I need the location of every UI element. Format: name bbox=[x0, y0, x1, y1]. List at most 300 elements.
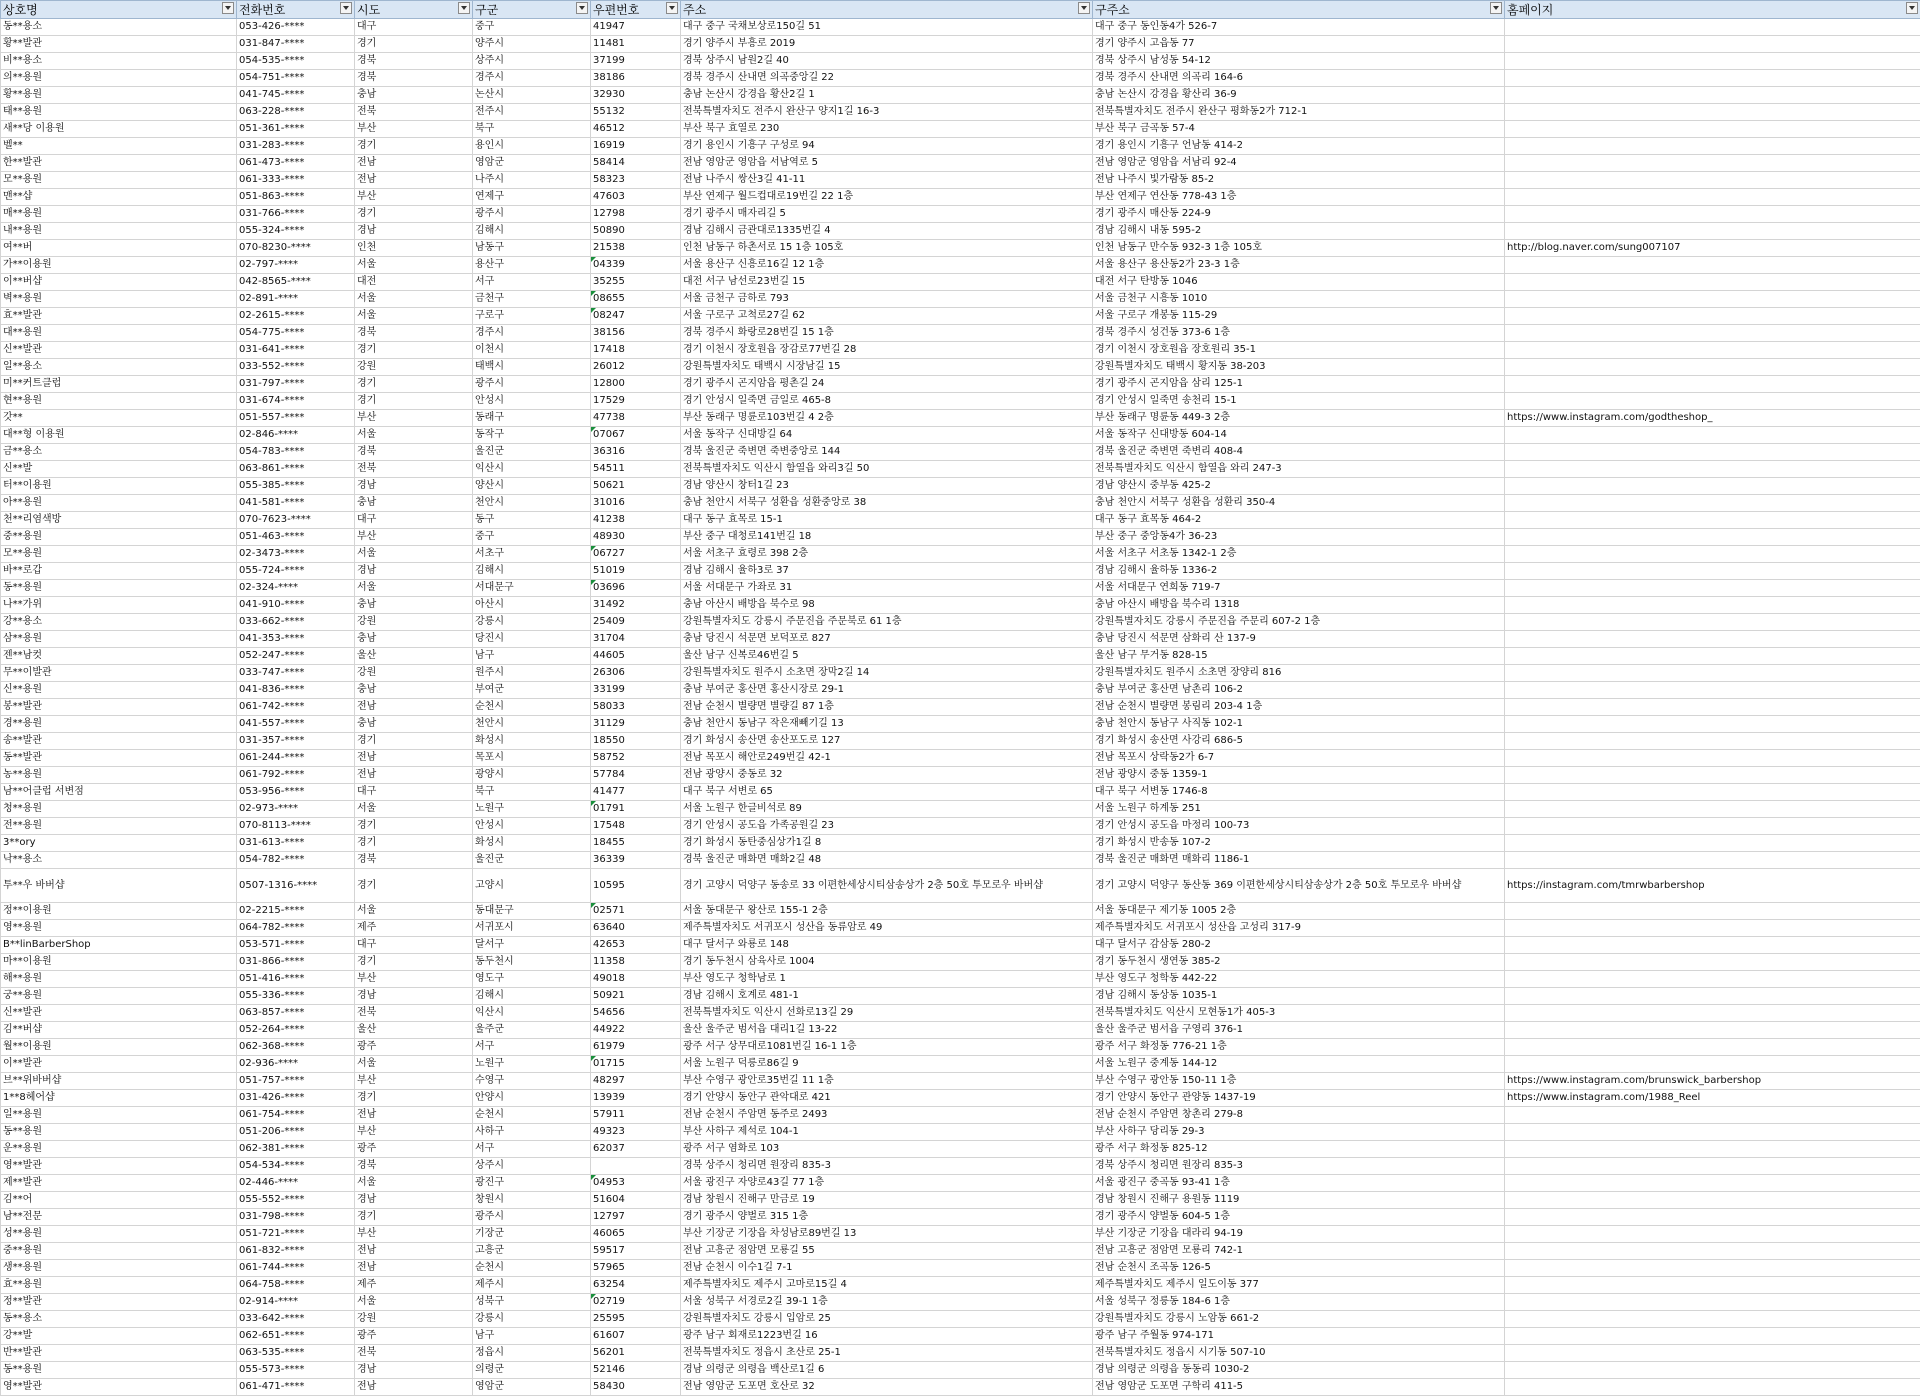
cell-homepage[interactable] bbox=[1505, 189, 1920, 206]
cell-old-address[interactable]: 서울 서초구 서초동 1342-1 2층 bbox=[1093, 546, 1505, 563]
cell-phone[interactable]: 041-910-**** bbox=[237, 597, 355, 614]
cell-business-name[interactable]: 갓** bbox=[1, 410, 237, 427]
cell-postal-code[interactable]: 08655 bbox=[591, 291, 681, 308]
cell-address[interactable]: 서울 금천구 금하로 793 bbox=[681, 291, 1093, 308]
cell-address[interactable]: 부산 중구 대청로141번길 18 bbox=[681, 529, 1093, 546]
cell-business-name[interactable]: 동**발관 bbox=[1, 750, 237, 767]
cell-homepage[interactable] bbox=[1505, 699, 1920, 716]
cell-province[interactable]: 광주 bbox=[355, 1039, 473, 1056]
cell-old-address[interactable]: 전남 나주시 빛가람동 85-2 bbox=[1093, 172, 1505, 189]
cell-homepage[interactable] bbox=[1505, 1056, 1920, 1073]
cell-homepage[interactable] bbox=[1505, 767, 1920, 784]
cell-phone[interactable]: 02-446-**** bbox=[237, 1175, 355, 1192]
cell-phone[interactable]: 033-552-**** bbox=[237, 359, 355, 376]
cell-phone[interactable]: 033-662-**** bbox=[237, 614, 355, 631]
cell-district[interactable]: 서대문구 bbox=[473, 580, 591, 597]
cell-address[interactable]: 서울 서대문구 가좌로 31 bbox=[681, 580, 1093, 597]
cell-business-name[interactable]: 궁**용원 bbox=[1, 988, 237, 1005]
cell-old-address[interactable]: 서울 구로구 개봉동 115-29 bbox=[1093, 308, 1505, 325]
cell-phone[interactable]: 042-8565-**** bbox=[237, 274, 355, 291]
cell-postal-code[interactable]: 17548 bbox=[591, 818, 681, 835]
cell-postal-code[interactable]: 44605 bbox=[591, 648, 681, 665]
cell-province[interactable]: 서울 bbox=[355, 257, 473, 274]
cell-province[interactable]: 경기 bbox=[355, 835, 473, 852]
cell-district[interactable]: 서구 bbox=[473, 1141, 591, 1158]
cell-postal-code[interactable]: 31016 bbox=[591, 495, 681, 512]
cell-old-address[interactable]: 경북 경주시 성건동 373-6 1층 bbox=[1093, 325, 1505, 342]
cell-postal-code[interactable]: 12797 bbox=[591, 1209, 681, 1226]
cell-address[interactable]: 강원특별자치도 원주시 소초면 장막2길 14 bbox=[681, 665, 1093, 682]
cell-address[interactable]: 부산 사하구 제석로 104-1 bbox=[681, 1124, 1093, 1141]
cell-old-address[interactable]: 전남 목포시 상락동2가 6-7 bbox=[1093, 750, 1505, 767]
cell-address[interactable]: 전북특별자치도 전주시 완산구 양지1길 16-3 bbox=[681, 104, 1093, 121]
cell-business-name[interactable]: 청**용원 bbox=[1, 801, 237, 818]
cell-old-address[interactable]: 부산 연제구 연산동 778-43 1층 bbox=[1093, 189, 1505, 206]
cell-postal-code[interactable]: 58323 bbox=[591, 172, 681, 189]
cell-old-address[interactable]: 대구 달서구 감삼동 280-2 bbox=[1093, 937, 1505, 954]
cell-district[interactable]: 영도구 bbox=[473, 971, 591, 988]
cell-district[interactable]: 동래구 bbox=[473, 410, 591, 427]
cell-district[interactable]: 서초구 bbox=[473, 546, 591, 563]
cell-homepage[interactable] bbox=[1505, 155, 1920, 172]
cell-province[interactable]: 전북 bbox=[355, 104, 473, 121]
cell-province[interactable]: 경기 bbox=[355, 1209, 473, 1226]
cell-postal-code[interactable]: 26012 bbox=[591, 359, 681, 376]
cell-homepage[interactable] bbox=[1505, 512, 1920, 529]
cell-province[interactable]: 서울 bbox=[355, 308, 473, 325]
cell-business-name[interactable]: 생**용원 bbox=[1, 1260, 237, 1277]
cell-phone[interactable]: 02-936-**** bbox=[237, 1056, 355, 1073]
cell-business-name[interactable]: 일**용소 bbox=[1, 359, 237, 376]
cell-district[interactable]: 달서구 bbox=[473, 937, 591, 954]
cell-homepage[interactable] bbox=[1505, 19, 1920, 36]
cell-homepage[interactable] bbox=[1505, 376, 1920, 393]
cell-old-address[interactable]: 대전 서구 탄방동 1046 bbox=[1093, 274, 1505, 291]
cell-postal-code[interactable]: 54511 bbox=[591, 461, 681, 478]
cell-old-address[interactable]: 충남 아산시 배방읍 북수리 1318 bbox=[1093, 597, 1505, 614]
cell-phone[interactable]: 063-857-**** bbox=[237, 1005, 355, 1022]
cell-district[interactable]: 북구 bbox=[473, 121, 591, 138]
cell-postal-code[interactable]: 46065 bbox=[591, 1226, 681, 1243]
cell-old-address[interactable]: 전남 고흥군 점암면 모룡리 742-1 bbox=[1093, 1243, 1505, 1260]
cell-business-name[interactable]: 내**용원 bbox=[1, 223, 237, 240]
cell-district[interactable]: 화성시 bbox=[473, 835, 591, 852]
cell-postal-code[interactable]: 48930 bbox=[591, 529, 681, 546]
cell-old-address[interactable]: 충남 부여군 홍산면 남촌리 106-2 bbox=[1093, 682, 1505, 699]
cell-province[interactable]: 경북 bbox=[355, 444, 473, 461]
cell-address[interactable]: 경기 광주시 양벌로 315 1층 bbox=[681, 1209, 1093, 1226]
cell-province[interactable]: 경남 bbox=[355, 988, 473, 1005]
cell-address[interactable]: 서울 광진구 자양로43길 77 1층 bbox=[681, 1175, 1093, 1192]
cell-phone[interactable]: 064-758-**** bbox=[237, 1277, 355, 1294]
cell-old-address[interactable]: 경기 광주시 곤지암읍 삼리 125-1 bbox=[1093, 376, 1505, 393]
cell-phone[interactable]: 055-324-**** bbox=[237, 223, 355, 240]
cell-phone[interactable]: 053-571-**** bbox=[237, 937, 355, 954]
cell-phone[interactable]: 031-283-**** bbox=[237, 138, 355, 155]
cell-phone[interactable]: 061-471-**** bbox=[237, 1379, 355, 1396]
cell-homepage[interactable] bbox=[1505, 1379, 1920, 1396]
cell-business-name[interactable]: 젠**남컷 bbox=[1, 648, 237, 665]
cell-old-address[interactable]: 경기 이천시 장호원읍 장호원리 35-1 bbox=[1093, 342, 1505, 359]
filter-dropdown-icon[interactable] bbox=[666, 2, 678, 14]
cell-postal-code[interactable]: 01715 bbox=[591, 1056, 681, 1073]
cell-postal-code[interactable]: 41477 bbox=[591, 784, 681, 801]
cell-district[interactable]: 정읍시 bbox=[473, 1345, 591, 1362]
cell-address[interactable]: 경북 상주시 청리면 원장리 835-3 bbox=[681, 1158, 1093, 1175]
cell-phone[interactable]: 055-724-**** bbox=[237, 563, 355, 580]
cell-province[interactable]: 경기 bbox=[355, 342, 473, 359]
cell-district[interactable]: 제주시 bbox=[473, 1277, 591, 1294]
cell-homepage[interactable] bbox=[1505, 495, 1920, 512]
cell-phone[interactable]: 055-336-**** bbox=[237, 988, 355, 1005]
cell-postal-code[interactable]: 55132 bbox=[591, 104, 681, 121]
cell-postal-code[interactable]: 57965 bbox=[591, 1260, 681, 1277]
cell-business-name[interactable]: 중**용원 bbox=[1, 1243, 237, 1260]
cell-postal-code[interactable]: 35255 bbox=[591, 274, 681, 291]
cell-district[interactable]: 안성시 bbox=[473, 393, 591, 410]
cell-address[interactable]: 강원특별자치도 태백시 시장남길 15 bbox=[681, 359, 1093, 376]
cell-province[interactable]: 울산 bbox=[355, 1022, 473, 1039]
cell-phone[interactable]: 061-832-**** bbox=[237, 1243, 355, 1260]
cell-district[interactable]: 나주시 bbox=[473, 172, 591, 189]
cell-province[interactable]: 전남 bbox=[355, 699, 473, 716]
cell-homepage[interactable] bbox=[1505, 70, 1920, 87]
cell-phone[interactable]: 041-353-**** bbox=[237, 631, 355, 648]
cell-province[interactable]: 경남 bbox=[355, 1192, 473, 1209]
cell-address[interactable]: 경기 안성시 일죽면 금일로 465-8 bbox=[681, 393, 1093, 410]
cell-business-name[interactable]: 영**용원 bbox=[1, 920, 237, 937]
cell-phone[interactable]: 02-324-**** bbox=[237, 580, 355, 597]
cell-phone[interactable]: 02-914-**** bbox=[237, 1294, 355, 1311]
cell-old-address[interactable]: 전북특별자치도 정읍시 시기동 507-10 bbox=[1093, 1345, 1505, 1362]
cell-old-address[interactable]: 전남 순천시 조곡동 126-5 bbox=[1093, 1260, 1505, 1277]
cell-address[interactable]: 광주 서구 염화로 103 bbox=[681, 1141, 1093, 1158]
cell-address[interactable]: 광주 남구 회재로1223번길 16 bbox=[681, 1328, 1093, 1345]
cell-address[interactable]: 전남 고흥군 점암면 모룡길 55 bbox=[681, 1243, 1093, 1260]
cell-district[interactable]: 광주시 bbox=[473, 1209, 591, 1226]
cell-business-name[interactable]: 제**발관 bbox=[1, 1175, 237, 1192]
cell-postal-code[interactable]: 25595 bbox=[591, 1311, 681, 1328]
cell-district[interactable]: 천안시 bbox=[473, 495, 591, 512]
cell-district[interactable]: 영암군 bbox=[473, 155, 591, 172]
cell-address[interactable]: 전북특별자치도 정읍시 초산로 25-1 bbox=[681, 1345, 1093, 1362]
cell-business-name[interactable]: 새**당 이용원 bbox=[1, 121, 237, 138]
cell-district[interactable]: 논산시 bbox=[473, 87, 591, 104]
cell-province[interactable]: 전북 bbox=[355, 461, 473, 478]
cell-business-name[interactable]: 동**용소 bbox=[1, 1311, 237, 1328]
cell-district[interactable]: 남동구 bbox=[473, 240, 591, 257]
cell-address[interactable]: 충남 부여군 홍산면 홍산시장로 29-1 bbox=[681, 682, 1093, 699]
cell-postal-code[interactable]: 49323 bbox=[591, 1124, 681, 1141]
cell-address[interactable]: 경남 양산시 창터1길 23 bbox=[681, 478, 1093, 495]
cell-business-name[interactable]: 월**이용원 bbox=[1, 1039, 237, 1056]
cell-province[interactable]: 경기 bbox=[355, 376, 473, 393]
cell-district[interactable]: 북구 bbox=[473, 784, 591, 801]
cell-old-address[interactable]: 서울 서대문구 연희동 719-7 bbox=[1093, 580, 1505, 597]
cell-phone[interactable]: 051-206-**** bbox=[237, 1124, 355, 1141]
cell-phone[interactable]: 061-754-**** bbox=[237, 1107, 355, 1124]
cell-address[interactable]: 제주특별자치도 서귀포시 성산읍 동류암로 49 bbox=[681, 920, 1093, 937]
cell-old-address[interactable]: 충남 천안시 동남구 사직동 102-1 bbox=[1093, 716, 1505, 733]
cell-business-name[interactable]: 김**버샵 bbox=[1, 1022, 237, 1039]
cell-phone[interactable]: 031-674-**** bbox=[237, 393, 355, 410]
cell-province[interactable]: 인천 bbox=[355, 240, 473, 257]
cell-business-name[interactable]: 나**가위 bbox=[1, 597, 237, 614]
cell-postal-code[interactable]: 50921 bbox=[591, 988, 681, 1005]
cell-homepage[interactable] bbox=[1505, 631, 1920, 648]
cell-business-name[interactable]: 남**전문 bbox=[1, 1209, 237, 1226]
cell-homepage[interactable] bbox=[1505, 682, 1920, 699]
cell-old-address[interactable]: 부산 사하구 당리동 29-3 bbox=[1093, 1124, 1505, 1141]
cell-old-address[interactable]: 경기 양주시 고읍동 77 bbox=[1093, 36, 1505, 53]
cell-old-address[interactable]: 경북 상주시 청리면 원장리 835-3 bbox=[1093, 1158, 1505, 1175]
cell-business-name[interactable]: 정**이용원 bbox=[1, 903, 237, 920]
cell-homepage[interactable] bbox=[1505, 53, 1920, 70]
cell-old-address[interactable]: 서울 금천구 시흥동 1010 bbox=[1093, 291, 1505, 308]
cell-address[interactable]: 충남 아산시 배방읍 북수로 98 bbox=[681, 597, 1093, 614]
cell-phone[interactable]: 061-744-**** bbox=[237, 1260, 355, 1277]
cell-district[interactable]: 광진구 bbox=[473, 1175, 591, 1192]
cell-homepage[interactable] bbox=[1505, 461, 1920, 478]
column-header-province[interactable]: 시도 bbox=[355, 1, 473, 19]
cell-province[interactable]: 경남 bbox=[355, 563, 473, 580]
cell-province[interactable]: 전남 bbox=[355, 1260, 473, 1277]
cell-district[interactable]: 창원시 bbox=[473, 1192, 591, 1209]
cell-district[interactable]: 순천시 bbox=[473, 1107, 591, 1124]
cell-business-name[interactable]: 금**용소 bbox=[1, 444, 237, 461]
cell-homepage[interactable]: https://www.instagram.com/1988_Reel bbox=[1505, 1090, 1920, 1107]
cell-province[interactable]: 서울 bbox=[355, 1175, 473, 1192]
cell-postal-code[interactable]: 46512 bbox=[591, 121, 681, 138]
cell-old-address[interactable]: 대구 중구 동인동4가 526-7 bbox=[1093, 19, 1505, 36]
cell-business-name[interactable]: 동**용원 bbox=[1, 580, 237, 597]
cell-address[interactable]: 경남 창원시 진해구 만금로 19 bbox=[681, 1192, 1093, 1209]
cell-phone[interactable]: 031-641-**** bbox=[237, 342, 355, 359]
cell-address[interactable]: 경기 이천시 장호원읍 장감로77번길 28 bbox=[681, 342, 1093, 359]
cell-province[interactable]: 경북 bbox=[355, 852, 473, 869]
cell-homepage[interactable] bbox=[1505, 104, 1920, 121]
cell-old-address[interactable]: 광주 남구 주월동 974-171 bbox=[1093, 1328, 1505, 1345]
cell-province[interactable]: 충남 bbox=[355, 716, 473, 733]
cell-district[interactable]: 상주시 bbox=[473, 53, 591, 70]
cell-old-address[interactable]: 부산 기장군 기장읍 대라리 94-19 bbox=[1093, 1226, 1505, 1243]
cell-phone[interactable]: 061-792-**** bbox=[237, 767, 355, 784]
cell-postal-code[interactable]: 44922 bbox=[591, 1022, 681, 1039]
cell-old-address[interactable]: 경남 양산시 중부동 425-2 bbox=[1093, 478, 1505, 495]
cell-postal-code[interactable]: 41238 bbox=[591, 512, 681, 529]
cell-old-address[interactable]: 충남 당진시 석문면 삼화리 산 137-9 bbox=[1093, 631, 1505, 648]
cell-phone[interactable]: 0507-1316-**** bbox=[237, 869, 355, 903]
cell-homepage[interactable] bbox=[1505, 36, 1920, 53]
cell-business-name[interactable]: 남**어클럽 서변점 bbox=[1, 784, 237, 801]
cell-phone[interactable]: 031-613-**** bbox=[237, 835, 355, 852]
cell-district[interactable]: 광주시 bbox=[473, 206, 591, 223]
cell-old-address[interactable]: 경남 김해시 율하동 1336-2 bbox=[1093, 563, 1505, 580]
cell-phone[interactable]: 054-751-**** bbox=[237, 70, 355, 87]
cell-old-address[interactable]: 서울 성북구 정릉동 184-6 1층 bbox=[1093, 1294, 1505, 1311]
cell-business-name[interactable]: 모**용원 bbox=[1, 172, 237, 189]
cell-province[interactable]: 부산 bbox=[355, 410, 473, 427]
cell-homepage[interactable] bbox=[1505, 733, 1920, 750]
cell-phone[interactable]: 055-573-**** bbox=[237, 1362, 355, 1379]
cell-postal-code[interactable]: 18550 bbox=[591, 733, 681, 750]
cell-province[interactable]: 전남 bbox=[355, 172, 473, 189]
filter-dropdown-icon[interactable] bbox=[340, 2, 352, 14]
cell-homepage[interactable] bbox=[1505, 1107, 1920, 1124]
cell-district[interactable]: 광주시 bbox=[473, 376, 591, 393]
cell-business-name[interactable]: 중**용원 bbox=[1, 529, 237, 546]
cell-address[interactable]: 경기 고양시 덕양구 동송로 33 이편한세상시티삼송상가 2층 50호 투모로우 바버샵 bbox=[681, 869, 1093, 903]
cell-postal-code[interactable]: 02571 bbox=[591, 903, 681, 920]
cell-business-name[interactable]: 영**발관 bbox=[1, 1379, 237, 1396]
cell-business-name[interactable]: 동**용원 bbox=[1, 1124, 237, 1141]
cell-homepage[interactable] bbox=[1505, 359, 1920, 376]
column-header-homepage[interactable]: 홈페이지 bbox=[1505, 1, 1920, 19]
cell-business-name[interactable]: 신**발관 bbox=[1, 1005, 237, 1022]
cell-address[interactable]: 부산 연제구 월드컵대로19번길 22 1층 bbox=[681, 189, 1093, 206]
cell-district[interactable]: 울진군 bbox=[473, 852, 591, 869]
cell-old-address[interactable]: 서울 노원구 중계동 144-12 bbox=[1093, 1056, 1505, 1073]
cell-province[interactable]: 충남 bbox=[355, 597, 473, 614]
cell-postal-code[interactable]: 08247 bbox=[591, 308, 681, 325]
cell-homepage[interactable] bbox=[1505, 937, 1920, 954]
cell-homepage[interactable] bbox=[1505, 954, 1920, 971]
cell-address[interactable]: 전북특별자치도 익산시 함열읍 와리3길 50 bbox=[681, 461, 1093, 478]
cell-old-address[interactable]: 경남 김해시 동상동 1035-1 bbox=[1093, 988, 1505, 1005]
cell-province[interactable]: 충남 bbox=[355, 682, 473, 699]
filter-dropdown-icon[interactable] bbox=[1906, 2, 1918, 14]
cell-phone[interactable]: 051-463-**** bbox=[237, 529, 355, 546]
cell-postal-code[interactable]: 42653 bbox=[591, 937, 681, 954]
cell-address[interactable]: 경북 울진군 매화면 매화2길 48 bbox=[681, 852, 1093, 869]
cell-business-name[interactable]: 동**용소 bbox=[1, 19, 237, 36]
cell-homepage[interactable] bbox=[1505, 750, 1920, 767]
cell-address[interactable]: 광주 서구 상무대로1081번길 16-1 1층 bbox=[681, 1039, 1093, 1056]
cell-district[interactable]: 고흥군 bbox=[473, 1243, 591, 1260]
cell-old-address[interactable]: 전남 영암군 도포면 구학리 411-5 bbox=[1093, 1379, 1505, 1396]
cell-homepage[interactable] bbox=[1505, 1039, 1920, 1056]
cell-province[interactable]: 광주 bbox=[355, 1328, 473, 1345]
cell-district[interactable]: 연제구 bbox=[473, 189, 591, 206]
cell-province[interactable]: 전남 bbox=[355, 1107, 473, 1124]
cell-homepage[interactable] bbox=[1505, 444, 1920, 461]
cell-phone[interactable]: 061-244-**** bbox=[237, 750, 355, 767]
cell-homepage[interactable] bbox=[1505, 393, 1920, 410]
cell-address[interactable]: 경북 울진군 죽변면 죽변중앙로 144 bbox=[681, 444, 1093, 461]
cell-business-name[interactable]: 낙**용소 bbox=[1, 852, 237, 869]
cell-old-address[interactable]: 부산 북구 금곡동 57-4 bbox=[1093, 121, 1505, 138]
cell-district[interactable]: 부여군 bbox=[473, 682, 591, 699]
cell-district[interactable]: 서구 bbox=[473, 1039, 591, 1056]
cell-postal-code[interactable]: 26306 bbox=[591, 665, 681, 682]
cell-address[interactable]: 경남 김해시 호계로 481-1 bbox=[681, 988, 1093, 1005]
cell-business-name[interactable]: 강**용소 bbox=[1, 614, 237, 631]
cell-business-name[interactable]: 벨** bbox=[1, 138, 237, 155]
cell-district[interactable]: 노원구 bbox=[473, 1056, 591, 1073]
cell-district[interactable]: 금천구 bbox=[473, 291, 591, 308]
cell-postal-code[interactable]: 13939 bbox=[591, 1090, 681, 1107]
cell-old-address[interactable]: 부산 동래구 명륜동 449-3 2층 bbox=[1093, 410, 1505, 427]
cell-address[interactable]: 울산 남구 신복로46번길 5 bbox=[681, 648, 1093, 665]
filter-dropdown-icon[interactable] bbox=[1078, 2, 1090, 14]
cell-homepage[interactable] bbox=[1505, 1260, 1920, 1277]
cell-province[interactable]: 대구 bbox=[355, 512, 473, 529]
cell-homepage[interactable] bbox=[1505, 1345, 1920, 1362]
cell-postal-code[interactable]: 41947 bbox=[591, 19, 681, 36]
cell-district[interactable]: 서귀포시 bbox=[473, 920, 591, 937]
cell-province[interactable]: 경북 bbox=[355, 1158, 473, 1175]
cell-address[interactable]: 서울 서초구 효령로 398 2층 bbox=[681, 546, 1093, 563]
cell-phone[interactable]: 051-721-**** bbox=[237, 1226, 355, 1243]
cell-phone[interactable]: 070-8230-**** bbox=[237, 240, 355, 257]
cell-homepage[interactable] bbox=[1505, 274, 1920, 291]
cell-district[interactable]: 수영구 bbox=[473, 1073, 591, 1090]
cell-phone[interactable]: 031-766-**** bbox=[237, 206, 355, 223]
cell-homepage[interactable] bbox=[1505, 121, 1920, 138]
cell-province[interactable]: 경북 bbox=[355, 53, 473, 70]
cell-old-address[interactable]: 경북 울진군 죽변면 죽변리 408-4 bbox=[1093, 444, 1505, 461]
cell-homepage[interactable]: https://www.instagram.com/godtheshop_ bbox=[1505, 410, 1920, 427]
cell-district[interactable]: 용인시 bbox=[473, 138, 591, 155]
cell-address[interactable]: 서울 동작구 신대방길 64 bbox=[681, 427, 1093, 444]
cell-postal-code[interactable]: 58430 bbox=[591, 1379, 681, 1396]
cell-phone[interactable]: 062-368-**** bbox=[237, 1039, 355, 1056]
cell-province[interactable]: 충남 bbox=[355, 631, 473, 648]
cell-province[interactable]: 강원 bbox=[355, 614, 473, 631]
cell-province[interactable]: 경기 bbox=[355, 733, 473, 750]
cell-province[interactable]: 경기 bbox=[355, 206, 473, 223]
cell-old-address[interactable]: 전남 순천시 별량면 봉림리 203-4 1층 bbox=[1093, 699, 1505, 716]
cell-province[interactable]: 전북 bbox=[355, 1005, 473, 1022]
cell-district[interactable]: 강릉시 bbox=[473, 614, 591, 631]
cell-address[interactable]: 대구 북구 서변로 65 bbox=[681, 784, 1093, 801]
cell-homepage[interactable] bbox=[1505, 1243, 1920, 1260]
cell-business-name[interactable]: 가**이용원 bbox=[1, 257, 237, 274]
cell-homepage[interactable] bbox=[1505, 818, 1920, 835]
cell-province[interactable]: 서울 bbox=[355, 546, 473, 563]
cell-district[interactable]: 안성시 bbox=[473, 818, 591, 835]
filter-dropdown-icon[interactable] bbox=[1490, 2, 1502, 14]
cell-province[interactable]: 광주 bbox=[355, 1141, 473, 1158]
cell-postal-code[interactable]: 11481 bbox=[591, 36, 681, 53]
cell-district[interactable]: 사하구 bbox=[473, 1124, 591, 1141]
cell-postal-code[interactable]: 61979 bbox=[591, 1039, 681, 1056]
cell-homepage[interactable] bbox=[1505, 1209, 1920, 1226]
cell-business-name[interactable]: 대**형 이용원 bbox=[1, 427, 237, 444]
cell-district[interactable]: 김해시 bbox=[473, 223, 591, 240]
cell-postal-code[interactable]: 52146 bbox=[591, 1362, 681, 1379]
cell-postal-code[interactable]: 61607 bbox=[591, 1328, 681, 1345]
cell-business-name[interactable]: 송**발관 bbox=[1, 733, 237, 750]
cell-province[interactable]: 대전 bbox=[355, 274, 473, 291]
cell-postal-code[interactable]: 31492 bbox=[591, 597, 681, 614]
cell-address[interactable]: 경기 광주시 곤지암읍 평촌길 24 bbox=[681, 376, 1093, 393]
cell-phone[interactable]: 054-783-**** bbox=[237, 444, 355, 461]
cell-district[interactable]: 영암군 bbox=[473, 1379, 591, 1396]
cell-phone[interactable]: 041-581-**** bbox=[237, 495, 355, 512]
cell-old-address[interactable]: 서울 동작구 신대방동 604-14 bbox=[1093, 427, 1505, 444]
cell-address[interactable]: 경기 안성시 공도읍 가족공원길 23 bbox=[681, 818, 1093, 835]
cell-address[interactable]: 경남 김해시 율하3로 37 bbox=[681, 563, 1093, 580]
cell-homepage[interactable] bbox=[1505, 580, 1920, 597]
cell-business-name[interactable]: 정**발관 bbox=[1, 1294, 237, 1311]
cell-old-address[interactable]: 경북 상주시 남성동 54-12 bbox=[1093, 53, 1505, 70]
cell-province[interactable]: 서울 bbox=[355, 903, 473, 920]
column-header-postal-code[interactable]: 우편번호 bbox=[591, 1, 681, 19]
cell-address[interactable]: 대전 서구 남선로23번길 15 bbox=[681, 274, 1093, 291]
column-header-address[interactable]: 주소 bbox=[681, 1, 1093, 19]
cell-province[interactable]: 서울 bbox=[355, 580, 473, 597]
